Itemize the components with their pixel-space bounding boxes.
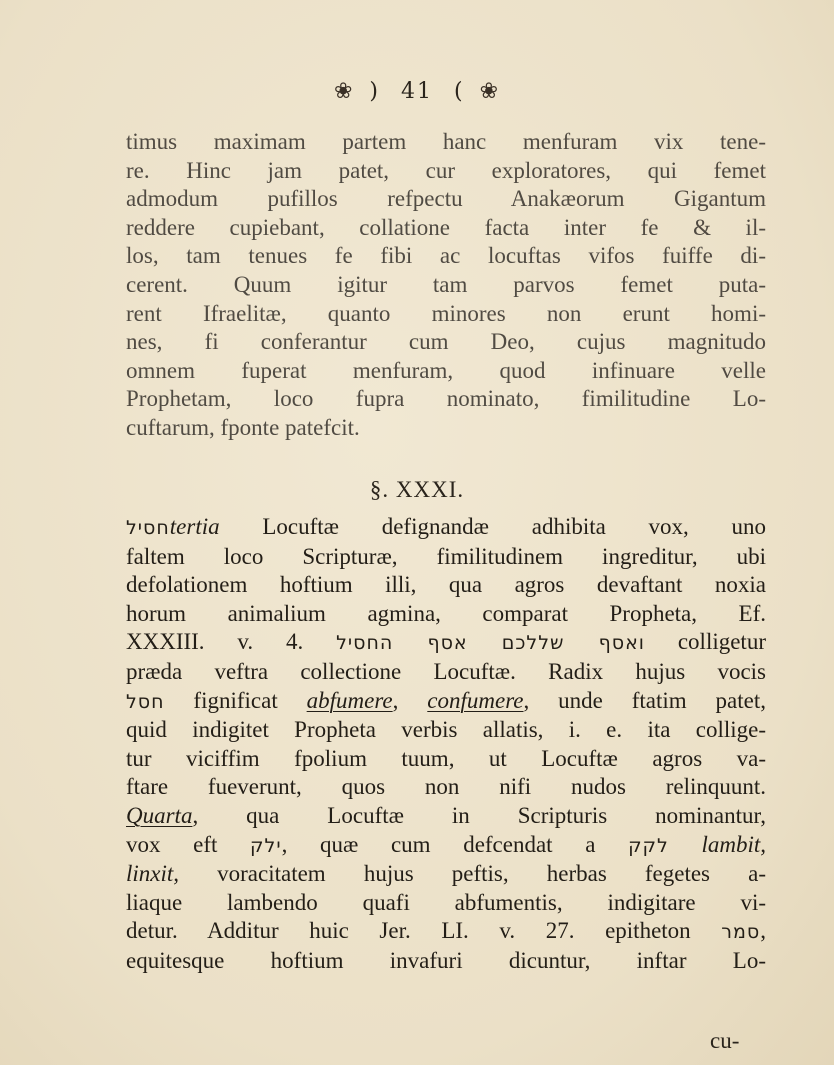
text-line: horum animalium agmina, comparat Propheta, Ef. <box>126 600 766 626</box>
text-run: colligetur <box>645 629 766 655</box>
underlined-word: Quarta <box>126 802 193 828</box>
text-line: ftare fueverunt, quos non nifi nudos relinquunt. <box>126 774 766 800</box>
text-line: admodum pufillos refpectu Anakæorum Gigantum <box>126 186 766 212</box>
italic-word: lambit, <box>668 831 766 857</box>
text-line <box>126 831 766 861</box>
text-line: cuftarum, fponte patefcit. <box>126 414 360 440</box>
hebrew-word: חסל <box>126 690 165 713</box>
text-line: los, tam tenues fe fibi ac locuftas vifos fuiffe di- <box>126 243 766 269</box>
text-line: præda veftra collectione Locuftæ. Radix hujus vocis <box>126 658 766 684</box>
right-ornament-icon: ❀ <box>479 78 501 104</box>
text-run: , <box>392 687 428 713</box>
text-line: re. Hinc jam patet, cur exploratores, qui femet <box>126 157 766 183</box>
text-line: cerent. Quum igitur tam parvos femet puta- <box>126 271 766 297</box>
text-line: rent Ifraelitæ, quanto minores non erunt homi- <box>126 300 766 326</box>
page-number: 41 <box>401 78 433 104</box>
hebrew-word: סמר <box>721 921 761 944</box>
text-line: timus maximam partem hanc menfuram vix tene- <box>126 129 766 154</box>
left-paren: ) <box>369 78 380 104</box>
text-line: quid indigitet Propheta verbis allatis, i. e. ita collige- <box>126 717 766 743</box>
paragraph-continuation <box>126 128 766 443</box>
hebrew-word: לקק <box>628 834 669 857</box>
hebrew-word: חסיל <box>126 517 170 539</box>
text-line <box>126 513 766 543</box>
text-line: equitesque hoftium invafuri dicuntur, inftar Lo- <box>126 947 766 973</box>
left-ornament-icon: ❀ <box>333 78 355 104</box>
text-line: liaque lambendo quafi abfumentis, indigitare vi- <box>126 889 766 915</box>
text-line: nes, fi conferantur cum Deo, cujus magnitudo <box>126 329 766 355</box>
text-line: reddere cupiebant, collatione facta inter fe & il- <box>126 214 766 240</box>
italic-word: linxit, <box>126 861 180 887</box>
text-line <box>126 687 766 717</box>
text-run: , <box>760 918 766 944</box>
text-run: voracitatem hujus peftis, herbas fegetes a- <box>179 861 766 887</box>
text-line <box>126 860 766 889</box>
text-run: , quæ cum defcendat a <box>281 831 629 857</box>
italic-word: tertia <box>169 514 220 539</box>
text-run: fignificat <box>164 687 307 713</box>
page-header <box>0 78 834 104</box>
text-run: detur. Additur huic Jer. LI. v. 27. epitheton <box>126 918 722 944</box>
section-body <box>126 513 766 976</box>
text-run: , unde ftatim patet, <box>523 687 767 713</box>
text-run: , qua Locuftæ in Scripturis nominantur, <box>192 802 766 828</box>
text-line <box>126 917 766 947</box>
underlined-word: abfumere <box>306 687 393 713</box>
text-run: XXXIII. v. 4. <box>126 629 337 655</box>
section-heading: §. XXXI. <box>369 477 465 502</box>
underlined-word: confumere <box>427 687 524 713</box>
right-paren: ( <box>454 78 465 104</box>
text-run: Locuftæ defignandæ adhibita vox, uno <box>219 514 766 539</box>
text-line: faltem loco Scripturæ, fimilitudinem ingreditur, ubi <box>126 543 766 569</box>
catchword: cu- <box>710 1028 740 1053</box>
text-run: vox eft <box>126 831 251 857</box>
text-line: Prophetam, loco fupra nominato, fimilitudine Lo- <box>126 386 766 412</box>
hebrew-phrase: ואסף שללכם אסף החסיל <box>336 632 645 655</box>
text-line: tur viciffim fpolium tuum, ut Locuftæ agros va- <box>126 745 766 771</box>
text-line <box>126 628 766 658</box>
text-line <box>126 802 766 831</box>
hebrew-word: ילק <box>250 834 282 857</box>
text-line: defolationem hoftium illi, qua agros devaftant noxia <box>126 572 766 598</box>
text-line: omnem fuperat menfuram, quod infinuare velle <box>126 357 766 383</box>
